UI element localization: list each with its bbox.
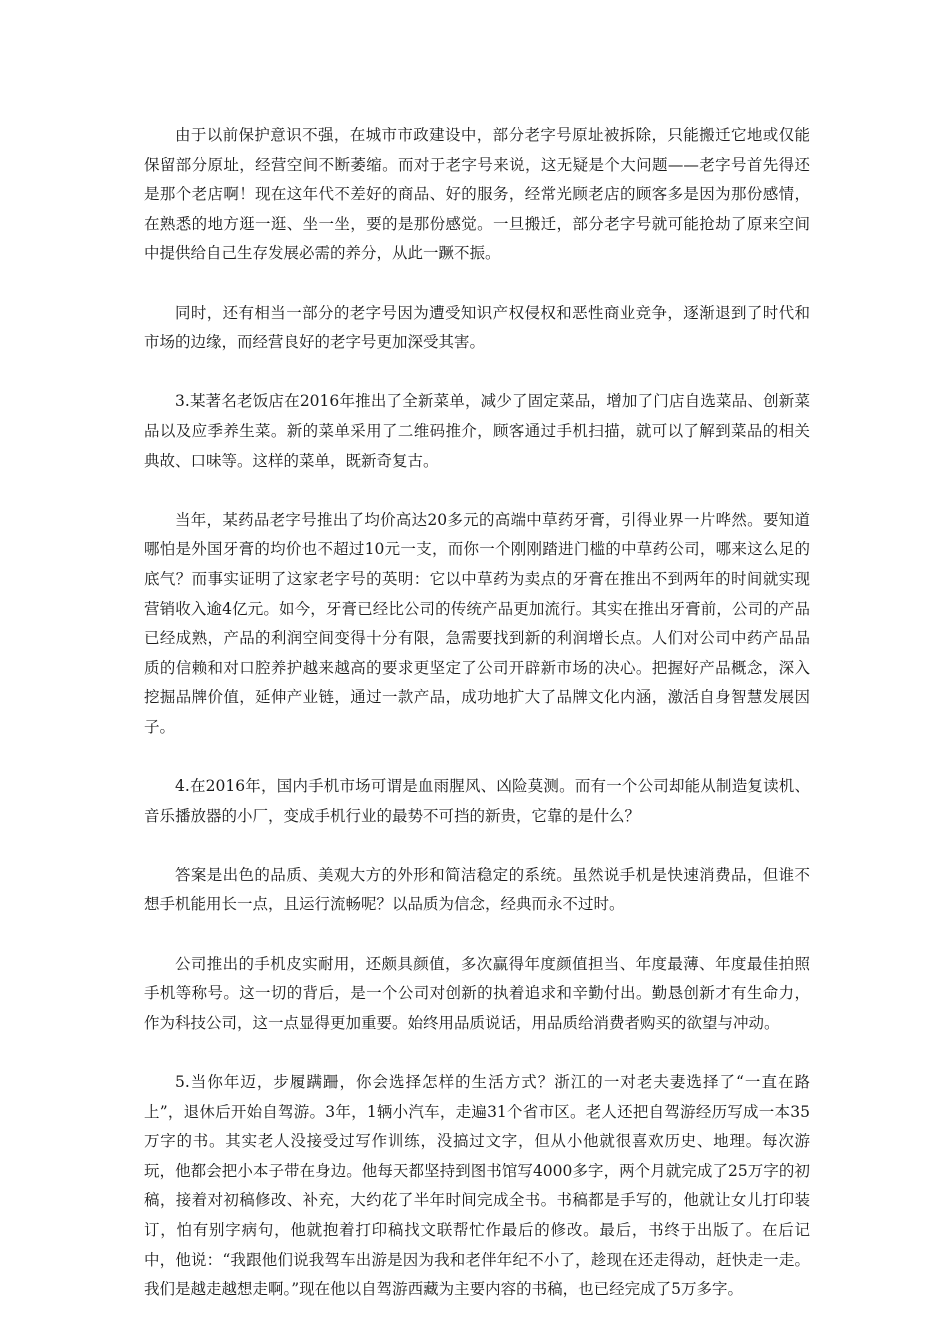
paragraph-4: 当年，某药品老字号推出了均价高达20多元的高端中草药牙膏，引得业界一片哗然。要知道哪怕是外国牙膏的均价也不超过10元一支，而你一个刚刚踏进门槛的中草药公司，哪来这么足的底气？而事实证明了这家老字号的英明：它以中草药为卖点的牙膏在推出不到两年的时间就实现营销收入逾4亿元。如今，牙膏已经比公司的传统产品更加流行。其实在推出牙膏前，公司的产品已经成熟，产品的利润空间变得十分有限，急需要找到新的利润增长点。人们对公司中药产品品质的信赖和对口腔养护越来越高的要求更坚定了公司开辟新市场的决心。把握好产品概念，深入挖掘品牌价值，延伸产业链，通过一款产品，成功地扩大了品牌文化内涵，激活自身智慧发展因子。 [144,510,810,736]
paragraph-2: 同时，还有相当一部分的老字号因为遭受知识产权侵权和恶性商业竞争，逐渐退到了时代和市场的边缘，而经营良好的老字号更加深受其害。 [144,303,810,352]
paragraph-8: 5.当你年迈，步履蹒跚，你会选择怎样的生活方式？浙江的一对老夫妻选择了“一直在路上”，退休后开始自驾游。3年，1辆小汽车，走遍31个省市区。老人还把自驾游经历写成一本35万字的书。其实老人没接受过写作训练，没搞过文字，但从小他就很喜欢历史、地理。每次游玩，他都会把小本子带在身边。他每天都坚持到图书馆写4000多字，两个月就完成了25万字的初稿，接着对初稿修改、补充，大约花了半年时间完成全书。书稿都是手写的，他就让女儿打印装订，怕有别字病句，他就抱着打印稿找文联帮忙作最后的修改。最后，书终于出版了。在后记中，他说：“我跟他们说我驾车出游是因为我和老伴年纪不小了，趁现在还走得动，赶快走一走。我们是越走越想走啊。”现在他以自驾游西藏为主要内容的书稿，也已经完成了5万多字。 [144,1073,810,1299]
paragraph-3: 3.某著名老饭店在2016年推出了全新菜单，减少了固定菜品，增加了门店自选菜品、创新菜品以及应季养生菜。新的菜单采用了二维码推介，顾客通过手机扫描，就可以了解到菜品的相关典故、口味等。这样的菜单，既新奇复古。 [144,392,810,470]
paragraph-1: 由于以前保护意识不强，在城市市政建设中，部分老字号原址被拆除，只能搬迁它地或仅能保留部分原址，经营空间不断萎缩。而对于老字号来说，这无疑是个大问题——老字号首先得还是那个老店啊！现在这年代不差好的商品、好的服务，经常光顾老店的顾客多是因为那份感情，在熟悉的地方逛一逛、坐一坐，要的是那份感觉。一旦搬迁，部分老字号就可能抢劫了原来空间中提供给自己生存发展必需的养分，从此一蹶不振。 [144,126,810,263]
document-body [144,121,810,1334]
paragraph-6: 答案是出色的品质、美观大方的外形和简洁稳定的系统。虽然说手机是快速消费品，但谁不想手机能用长一点，且运行流畅呢？以品质为信念，经典而永不过时。 [144,865,810,914]
paragraph-7: 公司推出的手机皮实耐用，还颇具颜值，多次赢得年度颜值担当、年度最薄、年度最佳拍照手机等称号。这一切的背后，是一个公司对创新的执着追求和辛勤付出。勤恳创新才有生命力，作为科技公司，这一点显得更加重要。始终用品质说话，用品质给消费者购买的欲望与冲动。 [144,954,810,1032]
paragraph-5: 4.在2016年，国内手机市场可谓是血雨腥风、凶险莫测。而有一个公司却能从制造复读机、音乐播放器的小厂，变成手机行业的最势不可挡的新贵，它靠的是什么？ [144,777,810,825]
